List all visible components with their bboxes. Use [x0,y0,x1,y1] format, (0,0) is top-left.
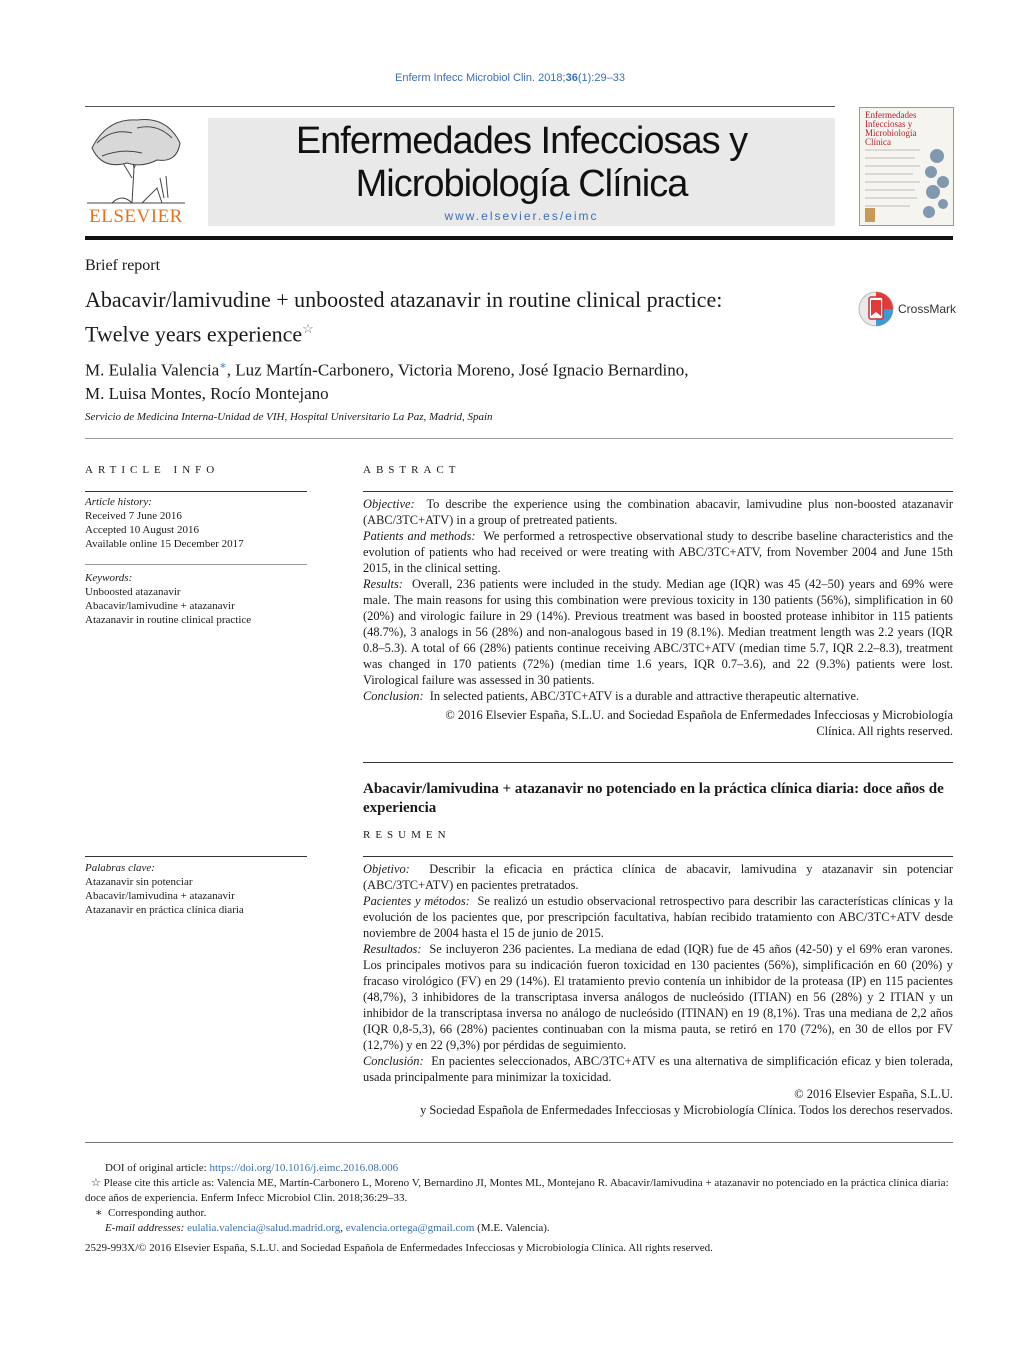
article-title [85,285,785,348]
authors-line2: M. Luisa Montes, Rocío Montejano [85,383,329,403]
accepted-date: Accepted 10 August 2016 [85,524,199,536]
affiliation: Servicio de Medicina Interna-Unidad de VIH, Hospital Universitario La Paz, Madrid, Spain [85,411,493,423]
email-footnote [85,1221,953,1236]
header-thick-rule [85,236,953,240]
title-footnote-mark[interactable]: ☆ [302,321,314,336]
journal-url-link[interactable]: www.elsevier.es/eimc [444,209,599,223]
email-link-2[interactable]: evalencia.ortega@gmail.com [345,1222,475,1234]
cover-artwork-icon [865,146,950,224]
section-type: Brief report [85,257,161,274]
journal-title-line1: Enfermedades Infecciosas y [295,120,748,162]
corr-mark: ∗ [95,1207,103,1219]
resumen-rule [363,856,953,857]
resumen-objetivo [363,861,953,893]
copyright-line2: Clínica. All rights reserved. [816,724,953,738]
abstract-heading: ABSTRACT [363,464,461,476]
methods-label: Patients and methods: [363,529,476,543]
results-text: Overall, 236 patients were included in the study. Median age (IQR) was 45 (42–50) years and 69% were male. The main reasons for using this combination were previous toxicity in 130 patients (56%), simplification in 60 (20%) and virologic failure in 29 (14%). Previous treatment was based in boosted protease inhibitor in 115 patients (48.7%), 3 analogs in 56 (28%) and non-analogous based in 19 (8.1%). Median treatment length was 2.2 years (IQR 0.8–5.3). A total of 66 (28%) patients continue receiving ABC/3TC+ATV (median time 5.7, IQR 2.2–8.3), treatment was changed in 170 patients (72%) (median time 1.6 years, IQR 0.7–3.6), and 22 (9.3%) patients were lost. Virological failure was assessed in 30 patients. [363,577,953,687]
objective-text: To describe the experience using the combination abacavir, lamivudine plus non-boosted atazanavir (ABC/3TC+ATV) in a group of pretreated patients. [363,497,953,527]
abstract-body [363,496,953,739]
objetivo-label: Objetivo: [363,862,410,876]
affiliation-rule [85,438,953,439]
article-title-text: Abacavir/lamivudine + unboosted atazanavir in routine clinical practice: Twelve years experience [85,287,723,347]
abstract-copyright [363,707,953,739]
received-date: Received 7 June 2016 [85,510,182,522]
cite-text: Please cite this article as: Valencia ME, Martín-Carbonero L, Moreno V, Bernardino JI, Montes ML, Montejano R. Abacavir/lamivudina + atazanavir no potenciado en la práctica clínica diaria: doce años de experiencia. Enferm Infecc Microbiol Clin. 2018;36:29–33. [85,1177,949,1204]
author-list [85,355,865,405]
resultados-label: Resultados: [363,942,422,956]
email-separator: , [340,1222,346,1234]
corresponding-author-mark[interactable]: ∗ [219,360,227,372]
citation-volume: 36 [565,72,578,84]
keyword-item: Unboosted atazanavir [85,586,181,598]
cite-mark: ☆ [91,1177,101,1189]
resumen-copyright [363,1086,953,1118]
doi-footnote [85,1161,953,1176]
authors-line1-rest: , Luz Martín-Carbonero, Victoria Moreno, José Ignacio Bernardino, [226,360,689,380]
footnote-rule [85,1142,953,1143]
author-primary[interactable]: M. Eulalia Valencia [85,360,220,380]
elsevier-wordmark: ELSEVIER [89,206,183,227]
citation-prefix: Enferm Infecc Microbiol Clin. 2018; [395,72,566,84]
resumen-heading: RESUMEN [363,829,451,841]
elsevier-tree-icon [82,108,190,208]
email-link-1[interactable]: eulalia.valencia@salud.madrid.org [187,1222,341,1234]
doi-label: DOI of original article: [105,1162,207,1174]
journal-citation[interactable] [0,72,1020,84]
keywords-block [85,571,307,627]
conclusion-es-label: Conclusión: [363,1054,424,1068]
email-suffix: (M.E. Valencia). [474,1222,550,1234]
footnotes [85,1161,953,1256]
resultados-text: Se incluyeron 236 pacientes. La mediana de edad (IQR) fue de 45 años (42-50) y el 69% eran varones. Los principales motivos para su indicación fueron toxicidad en 130 pacientes (56%), simplificación en 60 (20%) y fracaso virológico (FV) en 29 (14%). El tratamiento previo contenía un inhibidor de la proteasa (IP) en 115 pacientes (48,7%), 3 inhibidores de la transcriptasa inversa análogos de nucleósido (ITIAN) en 56 (28%) y 2 ITIAN y un inhibidor de la transcriptasa inversa no análogo de nucleósido (ITINAN) en 19 (8,1%). Tras una mediana de 2,2 años (IQR 0,8-5,3), 66 (28%) pacientes continuaban con la misma pauta, se retiró en 170 (72%), en 30 de ellos por FV (12,7%) y en 22 (9,3%) por pérdidas de seguimiento. [363,942,953,1052]
online-date: Available online 15 December 2017 [85,538,244,550]
palabras-rule [85,856,307,857]
results-label: Results: [363,577,403,591]
citation-pages: (1):29–33 [577,72,625,84]
abstract-methods [363,528,953,576]
journal-title-line2: Microbiología Clínica [355,163,688,205]
elsevier-logo[interactable] [82,108,190,230]
copyright-es-line1: © 2016 Elsevier España, S.L.U. [794,1087,953,1101]
resumen-metodos [363,893,953,941]
crossmark-button[interactable] [858,290,958,330]
keywords-label: Keywords: [85,572,133,584]
resumen-top-rule [363,762,953,763]
methods-text: We performed a retrospective observational study to describe baseline characteristics and the evolution of patients who had received or were treating with ABC/3TC+ATV, from November 2004 and June 15th 2015, in the clinical setting. [363,529,953,575]
issn-copyright: 2529-993X/© 2016 Elsevier España, S.L.U. and Sociedad Española de Enfermedades Infecciosas y Microbiología Clínica. All rights reserved. [85,1242,713,1254]
abstract-rule [363,491,953,492]
journal-cover-thumbnail[interactable] [859,107,954,226]
abstract-conclusion [363,688,953,704]
copyright-line1: © 2016 Elsevier España, S.L.U. and Sociedad Española de Enfermedades Infecciosas y Microbiología [445,708,953,722]
palabras-clave-block [85,861,307,917]
keyword-item: Atazanavir in routine clinical practice [85,614,252,626]
metodos-label: Pacientes y métodos: [363,894,470,908]
history-label: Article history: [85,496,152,508]
palabras-label: Palabras clave: [85,862,155,874]
metodos-text: Se realizó un estudio observacional retrospectivo para describir las características clínicas y la evolución de los pacientes que, por prescripción facultativa, habían recibido tratamiento con ABC/3TC+ATV desde noviembre de 2004 hasta el 15 de junio de 2015. [363,894,953,940]
palabra-item: Atazanavir en práctica clínica diaria [85,904,244,916]
conclusion-label: Conclusion: [363,689,424,703]
palabra-item: Abacavir/lamivudina + atazanavir [85,890,235,902]
crossmark-label: CrossMark [898,302,957,316]
crossmark-icon [858,290,894,328]
corresponding-footnote [85,1206,953,1221]
copyright-es-line2: y Sociedad Española de Enfermedades Infecciosas y Microbiología Clínica. Todos los derechos reservados. [420,1103,953,1117]
abstract-objective [363,496,953,528]
conclusion-es-text: En pacientes seleccionados, ABC/3TC+ATV es una alternativa de simplificación eficaz y bien tolerada, usada principalmente para minimizar la toxicidad. [363,1054,953,1084]
keyword-item: Abacavir/lamivudine + atazanavir [85,600,235,612]
email-label: E-mail addresses: [105,1222,185,1234]
resumen-conclusion [363,1053,953,1085]
journal-title [208,120,835,206]
article-history [85,495,307,551]
doi-link[interactable]: https://doi.org/10.1016/j.eimc.2016.08.006 [209,1162,399,1174]
objetivo-text: Describir la eficacia en práctica clínica de abacavir, lamivudina y atazanavir sin potenciar (ABC/3TC+ATV) en pacientes pretratados. [363,862,954,892]
header-top-rule [85,106,835,107]
cite-footnote [85,1176,953,1206]
conclusion-text: In selected patients, ABC/3TC+ATV is a durable and attractive therapeutic alternative. [429,689,860,703]
cover-title: Enfermedades Infecciosas y Microbiología Clínica [865,110,917,147]
resumen-body [363,861,953,1118]
article-info-rule [85,491,307,492]
palabra-item: Atazanavir sin potenciar [85,876,193,888]
journal-banner [208,118,835,226]
resumen-resultados [363,941,953,1053]
objective-label: Objective: [363,497,415,511]
corr-text: Corresponding author. [107,1207,207,1219]
spanish-title: Abacavir/lamivudina + atazanavir no potenciado en la práctica clínica diaria: doce años de experiencia [363,781,944,816]
abstract-results [363,576,953,688]
keywords-rule [85,564,307,565]
article-info-heading: ARTICLE INFO [85,464,220,476]
